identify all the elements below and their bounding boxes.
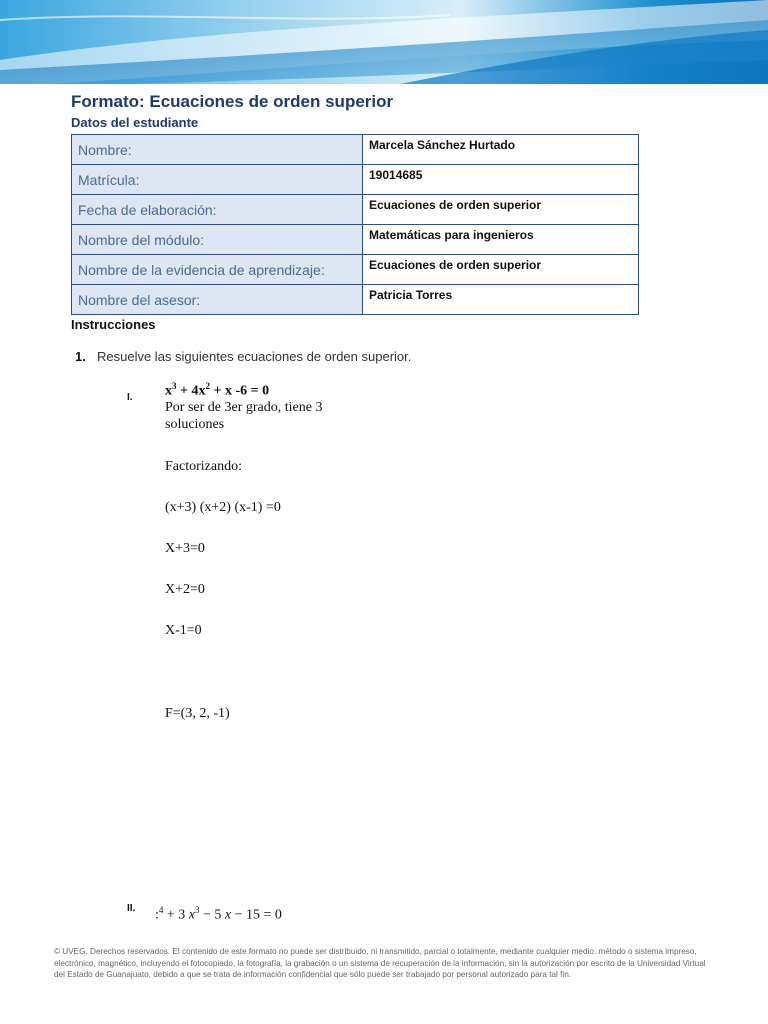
factor-label: Factorizando: [165,459,242,474]
root-equation: X+3=0 [165,541,205,556]
eq-exponent: 3 [172,381,177,391]
section-subtitle: Datos del estudiante [71,115,199,130]
eq-term: + 4x [176,383,206,399]
table-label: Nombre de la evidencia de aprendizaje: [72,255,363,285]
table-row [72,135,639,165]
eq-exponent: 3 [195,905,200,915]
instruction-text: Resuelve las siguientes ecuaciones de orden superior. [97,349,412,364]
table-label: Fecha de elaboración: [72,195,363,225]
table-value: Patricia Torres [363,285,639,315]
table-row [72,165,639,195]
table-value: Matemáticas para ingenieros [363,225,639,255]
header-banner [0,0,768,88]
problem-1-numeral: I. [127,392,133,403]
table-row [72,285,639,315]
table-label: Nombre del módulo: [72,225,363,255]
eq-term: − 5 [199,907,225,923]
table-label: Nombre del asesor: [72,285,363,315]
table-label: Matrícula: [72,165,363,195]
eq-variable: x [188,907,196,923]
factored-expression: (x+3) (x+2) (x-1) =0 [165,500,281,515]
eq-variable: x [224,907,232,923]
problem-2-equation [155,905,282,924]
problem-2-numeral: II. [127,903,136,914]
root-equation: X+2=0 [165,582,205,597]
eq-term: + x -6 = 0 [209,383,270,399]
solution-set: F=(3, 2, -1) [165,706,230,721]
table-row [72,225,639,255]
table-value: Ecuaciones de orden superior [363,195,639,225]
table-row [72,195,639,225]
table-value: Marcela Sánchez Hurtado [363,135,639,165]
eq-exponent: 4 [158,905,164,915]
table-label: Nombre: [72,135,363,165]
page-title: Formato: Ecuaciones de orden superior [71,92,394,111]
explanation-line: Por ser de 3er grado, tiene 3 [165,400,323,415]
instruction-number: 1. [75,349,86,364]
student-data-table [71,134,639,315]
problem-1-equation [165,381,269,400]
eq-term: − 15 = 0 [231,907,282,923]
eq-exponent: 2 [205,381,210,391]
eq-term: : [155,907,159,923]
copyright-footer: © UVEG. Derechos reservados. El contenido de este formato no puede ser distribuido, ni transmitido, parcial o totalmente, mediante cualquier medio, método o sistema impreso, electrónico, magnético, incluyendo el fotocopiado, la fotografía, la grabación o un sistema de recuperación de la información, sin la autorización por escrito de la Universidad Virtual del Estado de Guanajuato, debido a que se trata de información confidencial que sólo puede ser trabajado por personal autorizado para tal fin. [54,947,706,979]
instructions-heading: Instrucciones [71,317,156,332]
root-equation: X-1=0 [165,623,202,638]
table-value: Ecuaciones de orden superior [363,255,639,285]
eq-term: + 3 [163,907,189,923]
table-value: 19014685 [363,165,639,195]
table-row [72,255,639,285]
eq-term: x [165,383,172,399]
explanation-line: soluciones [165,417,225,432]
